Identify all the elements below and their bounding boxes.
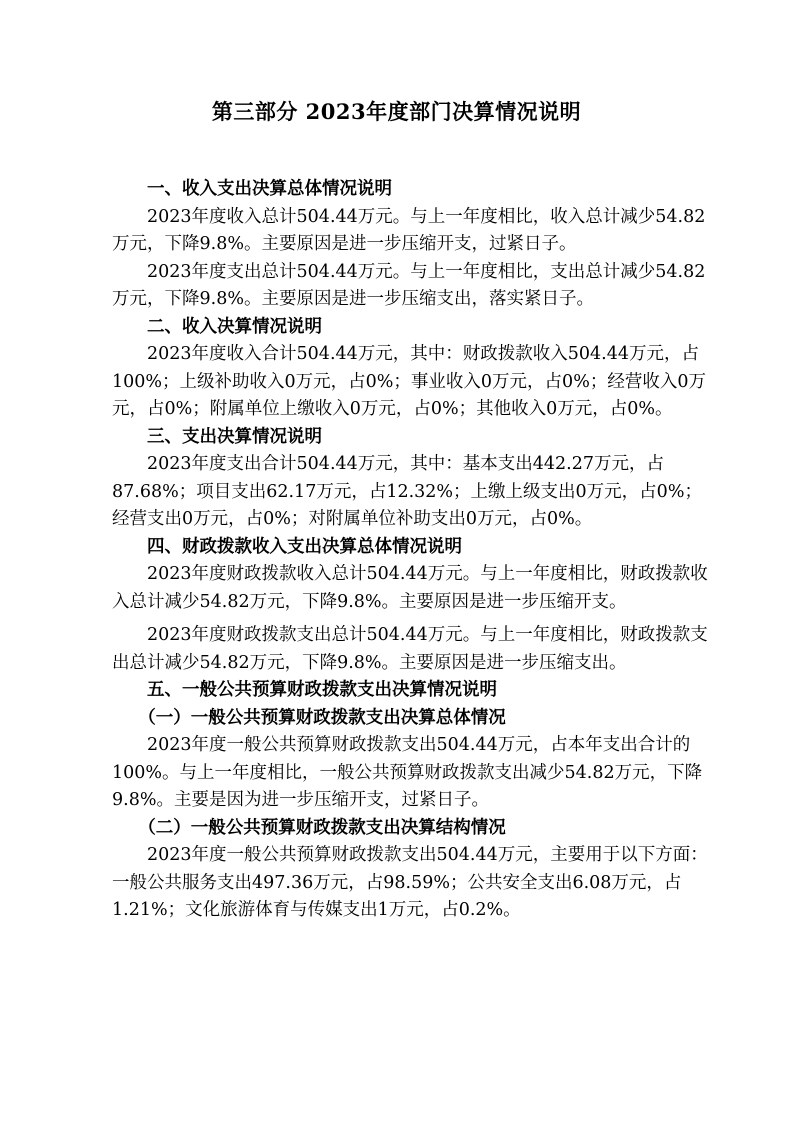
section-heading-5: 五、一般公共预算财政拨款支出决算情况说明 (147, 680, 497, 700)
page-title: 第三部分 2023年度部门决算情况说明 (211, 99, 582, 124)
document-body (112, 176, 712, 925)
paragraph-fiscal-expense: 2023年度财政拨款支出总计504.44万元。与上一年度相比，财政拨款支出总计减少54.82万元，下降9.8%。主要原因是进一步压缩支出。 (112, 625, 708, 673)
paragraph-expense-breakdown: 2023年度支出合计504.44万元，其中：基本支出442.27万元，占87.68%；项目支出62.17万元，占12.32%；上缴上级支出0万元，占0%；经营支出0万元，占0%；对附属单位补助支出0万元，占0%。 (112, 454, 702, 529)
paragraph-general-budget-structure: 2023年度一般公共预算财政拨款支出504.44万元，主要用于以下方面：一般公共服务支出497.36万元，占98.59%；公共安全支出6.08万元，占1.21%；文化旅游体育与传媒支出1万元，占0.2%。 (112, 845, 708, 920)
paragraph-general-budget-overall: 2023年度一般公共预算财政拨款支出504.44万元，占本年支出合计的100%。与上一年度相比，一般公共预算财政拨款支出减少54.82万元，下降9.8%。主要是因为进一步压缩开支，过紧日子。 (112, 735, 703, 810)
section-heading-1: 一、收入支出决算总体情况说明 (147, 179, 392, 199)
paragraph-expense-total: 2023年度支出总计504.44万元。与上一年度相比，支出总计减少54.82万元，下降9.8%。主要原因是进一步压缩支出，落实紧日子。 (112, 261, 706, 309)
section-heading-2: 二、收入决算情况说明 (147, 316, 322, 337)
section-heading-3: 三、支出决算情况说明 (147, 426, 322, 447)
paragraph-income-breakdown: 2023年度收入合计504.44万元，其中：财政拨款收入504.44万元，占100%；上级补助收入0万元，占0%；事业收入0万元，占0%；经营收入0万元，占0%；附属单位上缴收入0万元，占0%；其他收入0万元，占0%。 (112, 344, 706, 419)
subsection-heading-5-2: （二）一般公共预算财政拨款支出决算结构情况 (138, 817, 506, 838)
paragraph-income-total: 2023年度收入总计504.44万元。与上一年度相比，收入总计减少54.82万元，下降9.8%。主要原因是进一步压缩开支，过紧日子。 (112, 206, 706, 254)
subsection-heading-5-1: （一）一般公共预算财政拨款支出决算总体情况 (138, 707, 506, 728)
paragraph-fiscal-income: 2023年度财政拨款收入总计504.44万元。与上一年度相比，财政拨款收入总计减少54.82万元，下降9.8%。主要原因是进一步压缩开支。 (112, 564, 708, 612)
section-heading-4: 四、财政拨款收入支出决算总体情况说明 (147, 536, 462, 557)
